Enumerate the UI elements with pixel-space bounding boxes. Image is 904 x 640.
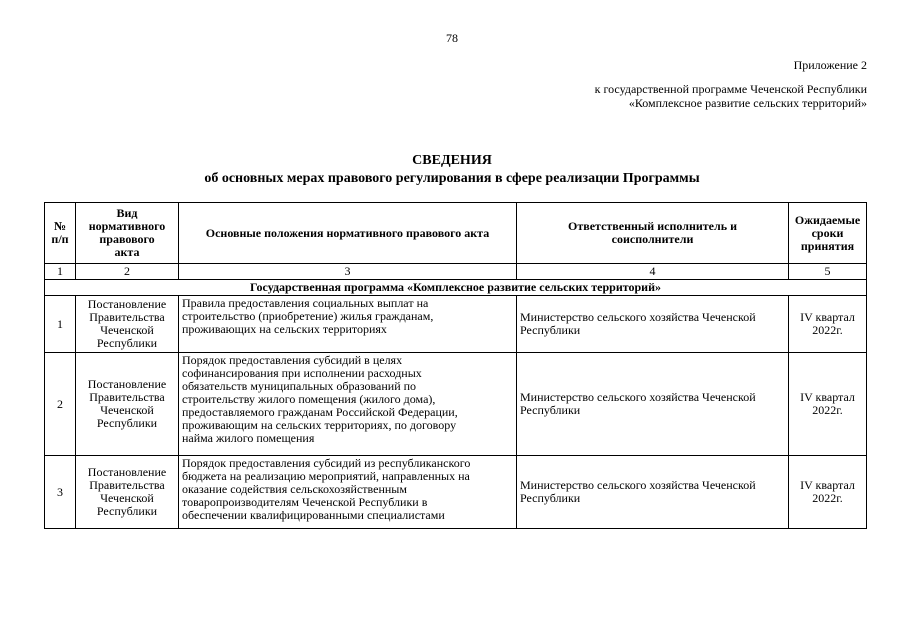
- provisions-cell: Порядок предоставления субсидий из республиканского бюджета на реализацию мероприятий, направленных на оказание содействия сельскохозяйственным товаропроизводителям Чеченской Республики в обеспечении квалифицированными специалистами: [179, 456, 517, 529]
- table-row: [45, 296, 867, 353]
- term-cell: IV квартал 2022г.: [789, 296, 867, 353]
- provisions-cell: Порядок предоставления субсидий в целях софинансирования при исполнении расходных обязательств муниципальных образований по строительству жилого помещения (жилого дома), предоставляемого гражданам Российской Федерации, проживающим на сельских территориях, по договору найма жилого помещения: [179, 353, 517, 456]
- header-executor: Ответственный исполнитель и соисполнители: [517, 203, 789, 264]
- executor-cell: Министерство сельского хозяйства Чеченской Республики: [517, 456, 789, 529]
- table-row: [45, 353, 867, 456]
- row-number: 1: [45, 296, 76, 353]
- row-number: 2: [45, 353, 76, 456]
- column-number: 2: [76, 264, 179, 280]
- legal-measures-table: [44, 202, 867, 529]
- column-number: 3: [179, 264, 517, 280]
- program-title: Государственная программа «Комплексное развитие сельских территорий»: [45, 280, 867, 296]
- executor-cell: Министерство сельского хозяйства Чеченской Республики: [517, 353, 789, 456]
- term-cell: IV квартал 2022г.: [789, 456, 867, 529]
- row-number: 3: [45, 456, 76, 529]
- page-number: 78: [446, 31, 458, 45]
- provisions-cell: Правила предоставления социальных выплат на строительство (приобретение) жилья гражданам, проживающих на сельских территориях: [179, 296, 517, 353]
- header-term: Ожидаемые сроки принятия: [789, 203, 867, 264]
- term-cell: IV квартал 2022г.: [789, 353, 867, 456]
- act-type-cell: Постановление Правительства Чеченской Республики: [76, 296, 179, 353]
- appendix-line-1: к государственной программе Чеченской Республики: [594, 82, 867, 96]
- appendix-line-2: «Комплексное развитие сельских территорий»: [628, 96, 867, 110]
- title-line-2: об основных мерах правового регулирования в сфере реализации Программы: [204, 171, 700, 186]
- act-type-cell: Постановление Правительства Чеченской Республики: [76, 456, 179, 529]
- appendix-label: Приложение 2: [793, 58, 867, 72]
- header-num: № п/п: [45, 203, 76, 264]
- program-row: [45, 280, 867, 296]
- table-row: [45, 456, 867, 529]
- column-number: 5: [789, 264, 867, 280]
- header-row: [45, 203, 867, 264]
- executor-cell: Министерство сельского хозяйства Чеченской Республики: [517, 296, 789, 353]
- header-act-type: Вид нормативного правового акта: [76, 203, 179, 264]
- appendix-block: [595, 58, 867, 110]
- column-number-row: [45, 264, 867, 280]
- header-provisions: Основные положения нормативного правового акта: [179, 203, 517, 264]
- document-title: [0, 152, 904, 188]
- column-number: 4: [517, 264, 789, 280]
- column-number: 1: [45, 264, 76, 280]
- act-type-cell: Постановление Правительства Чеченской Республики: [76, 353, 179, 456]
- title-line-1: СВЕДЕНИЯ: [412, 153, 492, 168]
